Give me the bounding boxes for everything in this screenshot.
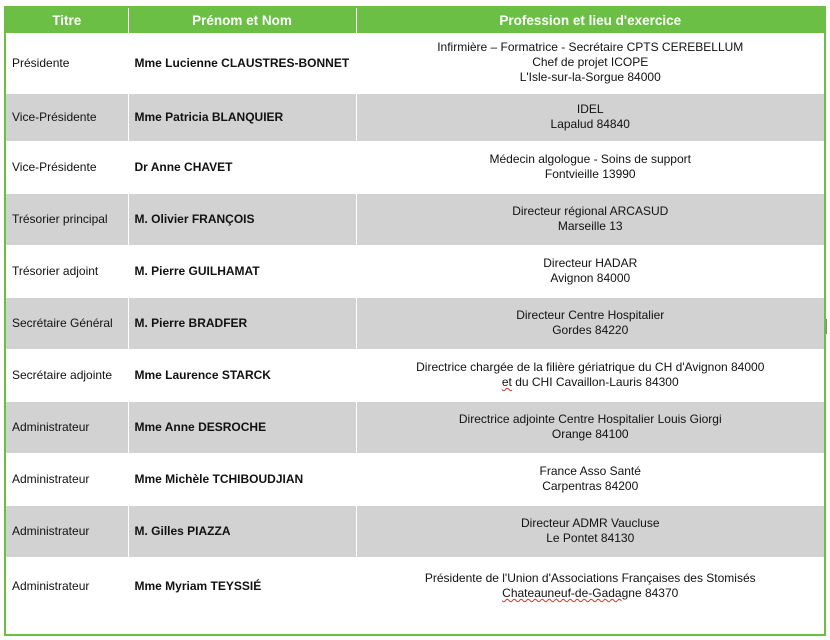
cell-titre: Secrétaire adjointe [6,349,128,401]
profession-line: Carpentras 84200 [542,479,639,493]
cell-profession [356,193,824,245]
cell-titre: Administrateur [6,453,128,505]
profession-line: Présidente de l'Union d'Associations Françaises des Stomisés [424,571,756,585]
cell-nom: Mme Lucienne CLAUSTRES-BONNET [128,33,356,93]
table-row [6,33,824,93]
profession-line: Chef de projet ICOPE [532,55,649,70]
cell-titre: Vice-Présidente [6,93,128,141]
cell-profession [356,245,824,297]
cell-profession [356,297,824,349]
table-row [6,349,824,401]
profession-line: et du CHI Cavaillon-Lauris 84300 [501,375,679,389]
table-row [6,93,824,141]
profession-line: Avignon 84000 [550,271,631,285]
profession-line: Directeur HADAR [543,256,638,270]
cell-profession [356,505,824,557]
cell-nom: Mme Laurence STARCK [128,349,356,401]
cell-profession [356,141,824,193]
cell-titre: Administrateur [6,401,128,453]
cell-titre: Administrateur [6,505,128,557]
cell-titre: Présidente [6,33,128,93]
cell-nom: Mme Michèle TCHIBOUDJIAN [128,453,356,505]
profession-line: Infirmière – Formatrice - Secrétaire CPTS CEREBELLUM [437,40,744,55]
table-row [6,245,824,297]
table-body [6,33,824,615]
cell-nom: M. Gilles PIAZZA [128,505,356,557]
profession-line: Gordes 84220 [552,323,629,337]
profession-line: Le Pontet 84130 [546,531,635,545]
profession-line: L'Isle-sur-la-Sorgue 84000 [519,70,661,85]
cell-nom: M. Olivier FRANÇOIS [128,193,356,245]
board-table-frame [4,6,826,636]
cell-profession [356,453,824,505]
profession-line: Directeur régional ARCASUD [512,204,669,218]
cell-profession [356,33,824,93]
cell-nom: M. Pierre BRADFER [128,297,356,349]
cell-titre: Trésorier adjoint [6,245,128,297]
table-header-row [6,8,824,33]
board-members-table [6,8,824,616]
table-row [6,557,824,615]
cell-profession [356,93,824,141]
cell-profession [356,401,824,453]
table-row [6,401,824,453]
cell-nom: Mme Myriam TEYSSIÉ [128,557,356,615]
cell-profession [356,349,824,401]
header-profession: Profession et lieu d'exercice [356,8,824,33]
table-row [6,505,824,557]
header-nom: Prénom et Nom [128,8,356,33]
cell-nom: Mme Anne DESROCHE [128,401,356,453]
profession-line: Directrice chargée de la filière gériatrique du CH d'Avignon 84000 [416,360,765,374]
profession-line: Directeur Centre Hospitalier [516,308,665,322]
cell-titre: Vice-Présidente [6,141,128,193]
cell-titre: Administrateur [6,557,128,615]
profession-line: Lapalud 84840 [550,117,630,131]
profession-line: Orange 84100 [551,427,629,441]
cell-titre: Secrétaire Général [6,297,128,349]
cell-nom: M. Pierre GUILHAMAT [128,245,356,297]
profession-line: Fontvieille 13990 [544,167,636,181]
cell-nom: Mme Patricia BLANQUIER [128,93,356,141]
profession-line: IDEL [576,102,604,116]
profession-line: Marseille 13 [557,219,623,233]
table-row [6,453,824,505]
table-row [6,193,824,245]
text-cursor-mark [826,319,827,334]
profession-line: France Asso Santé [539,464,641,478]
cell-titre: Trésorier principal [6,193,128,245]
cell-profession [356,557,824,615]
table-row [6,297,824,349]
cell-nom: Dr Anne CHAVET [128,141,356,193]
profession-line: Médecin algologue - Soins de support [489,152,691,166]
profession-line: Directrice adjointe Centre Hospitalier Louis Giorgi [458,412,722,426]
profession-line: Directeur ADMR Vaucluse [521,516,660,530]
table-row [6,141,824,193]
profession-line: Chateauneuf-de-Gadagne 84370 [502,586,679,600]
header-titre: Titre [6,8,128,33]
